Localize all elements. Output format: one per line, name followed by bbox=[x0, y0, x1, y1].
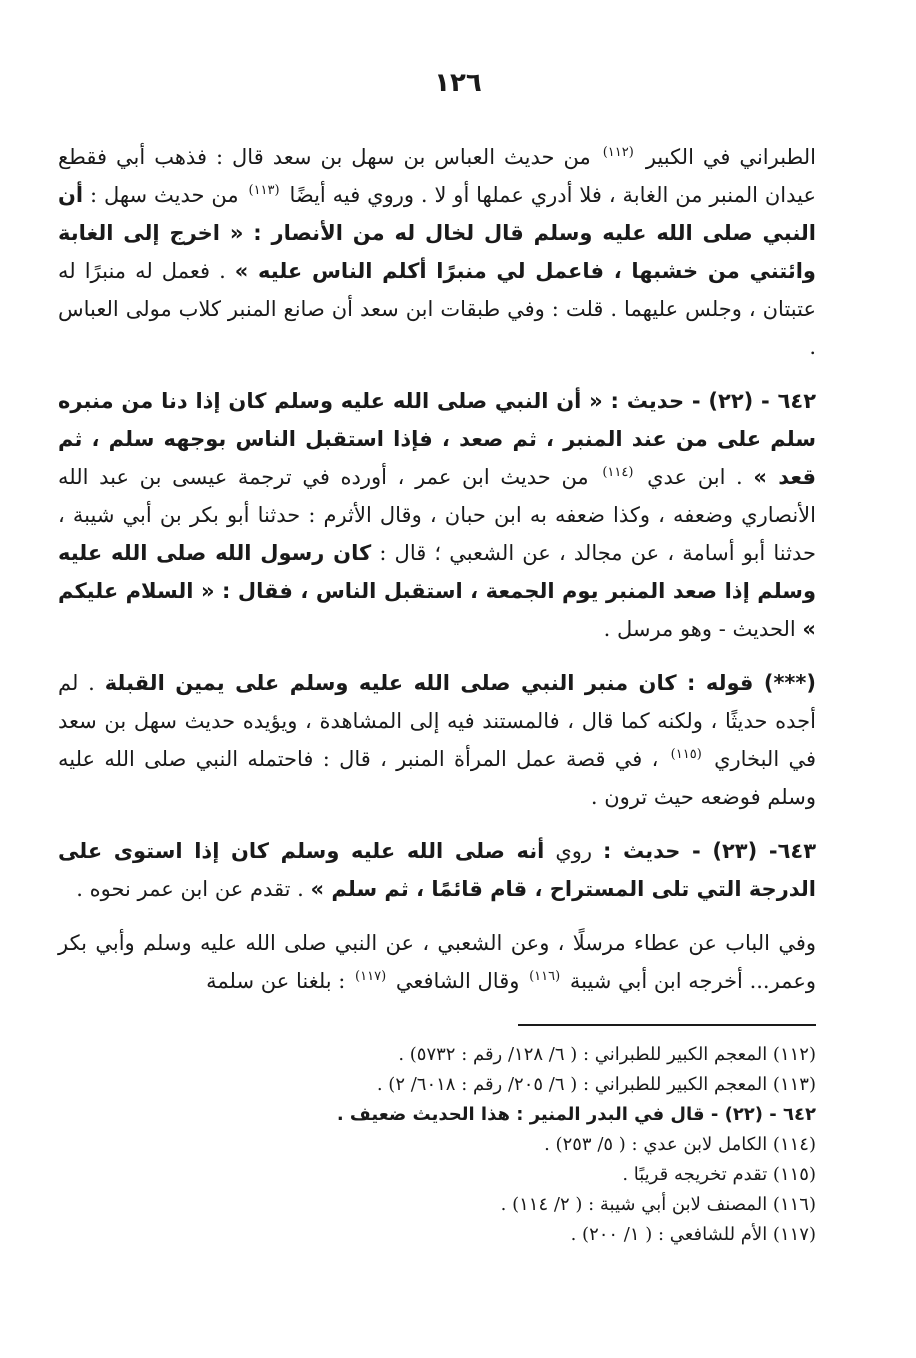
page-number: ١٢٦ bbox=[434, 68, 482, 98]
text-run: الحديث - وهو مرسل . bbox=[603, 617, 803, 641]
text-run: . تقدم عن ابن عمر نحوه . bbox=[76, 877, 311, 901]
paragraph bbox=[58, 138, 816, 366]
text-run: من حديث سهل : bbox=[83, 183, 246, 207]
main-text bbox=[58, 138, 816, 1000]
hadith-heading: ٦٤٢ - (٢٢) - حديث : « أن النبي صلى الله عليه وسلم كان إذا دنا من منبره سلم على من عند المنبر ، ثم صعد ، فإذا استقبل الناس بوجهه سلم ، ثم قعد » bbox=[58, 389, 817, 489]
footnote: (١١٢) المعجم الكبير للطبراني : ( ٦/ ١٢٨/ رقم : ٥٧٣٢) . bbox=[398, 1044, 816, 1065]
text-run: ، في قصة عمل المرأة المنبر ، قال : فاحتمله النبي صلى الله عليه وسلم فوضعه حيث ترون . bbox=[58, 747, 816, 809]
hadith-heading: ٦٤٣- (٢٣) - حديث : bbox=[603, 839, 817, 863]
text-run: : بلغنا عن سلمة bbox=[206, 969, 353, 993]
footnote: (١١٤) الكامل لابن عدي : ( ٥/ ٢٥٣) . bbox=[544, 1134, 816, 1155]
footnote-ref[interactable]: (١١٦) bbox=[529, 969, 561, 984]
footnote-divider bbox=[518, 1024, 816, 1026]
hadith-heading: (***) قوله : كان منبر النبي صلى الله عليه وسلم على يمين القبلة bbox=[104, 671, 816, 695]
footnote: (١١٥) تقدم تخريجه قريبًا . bbox=[622, 1164, 816, 1185]
text-run: وفي الباب عن عطاء مرسلًا ، وعن الشعبي ، عن النبي صلى الله عليه وسلم وأبي بكر وعمر... أخرجه ابن أبي شيبة bbox=[58, 931, 816, 993]
footnote: (١١٦) المصنف لابن أبي شيبة : ( ٢/ ١١٤) . bbox=[500, 1194, 816, 1215]
text-run: . فعمل له منبرًا له عتبتان ، وجلس عليهما . قلت : وفي طبقات ابن سعد أن صانع المنبر كلاب مولى العباس . bbox=[58, 259, 816, 359]
footnote: (١١٧) الأم للشافعي : ( ١/ ٢٠٠) . bbox=[570, 1224, 816, 1245]
paragraph bbox=[58, 924, 816, 1000]
paragraph bbox=[58, 664, 816, 816]
text-run: الطبراني في الكبير bbox=[636, 145, 817, 169]
text-run: وقال الشافعي bbox=[389, 969, 527, 993]
footnotes-section bbox=[58, 1040, 816, 1250]
footnote-grading: ٦٤٢ - (٢٢) - قال في البدر المنير : هذا الحديث ضعيف . bbox=[336, 1104, 816, 1125]
footnote-ref[interactable]: (١١٣) bbox=[248, 183, 280, 198]
footnote-ref[interactable]: (١١٢) bbox=[602, 145, 634, 160]
text-run: . لم أجده حديثًا ، ولكنه كما قال ، فالمستند فيه إلى المشاهدة ، ويؤيده حديث سهل بن سعد في البخاري bbox=[58, 671, 816, 771]
paragraph bbox=[58, 832, 816, 908]
hadith-text: أنه صلى الله عليه وسلم كان إذا استوى على الدرجة التي تلى المستراح ، قام قائمًا ، ثم سلم » bbox=[58, 839, 816, 901]
footnote-ref[interactable]: (١١٧) bbox=[355, 969, 387, 984]
footnote: (١١٣) المعجم الكبير للطبراني : ( ٦/ ٢٠٥/ رقم : ٦٠١٨/ ٢) . bbox=[376, 1074, 816, 1095]
text-run: . ابن عدي bbox=[636, 465, 754, 489]
footnote-ref[interactable]: (١١٥) bbox=[670, 747, 702, 762]
hadith-text: أن النبي صلى الله عليه وسلم قال لخال له من الأنصار : « اخرج إلى الغابة وائتني من خشبها ، فاعمل لي منبرًا أكلم الناس عليه » bbox=[58, 183, 816, 283]
paragraph bbox=[58, 382, 816, 648]
text-run: من حديث ابن عمر ، أورده في ترجمة عيسى بن عبد الله الأنصاري وضعفه ، وكذا ضعفه به ابن حبان ، وقال الأثرم : حدثنا أبو بكر بن أبي شيبة ، حدثنا أبو أسامة ، عن مجالد ، عن الشعبي ؛ قال : bbox=[58, 465, 816, 565]
footnote-ref[interactable]: (١١٤) bbox=[602, 465, 634, 480]
text-run: من حديث العباس بن سهل بن سعد قال : فذهب أبي فقطع عيدان المنبر من الغابة ، فلا أدري عملها أو لا . وروي فيه أيضًا bbox=[58, 145, 816, 207]
hadith-text: كان رسول الله صلى الله عليه وسلم إذا صعد المنبر يوم الجمعة ، استقبل الناس ، فقال : « السلام عليكم » bbox=[58, 541, 816, 641]
text-run: روي bbox=[544, 839, 604, 863]
